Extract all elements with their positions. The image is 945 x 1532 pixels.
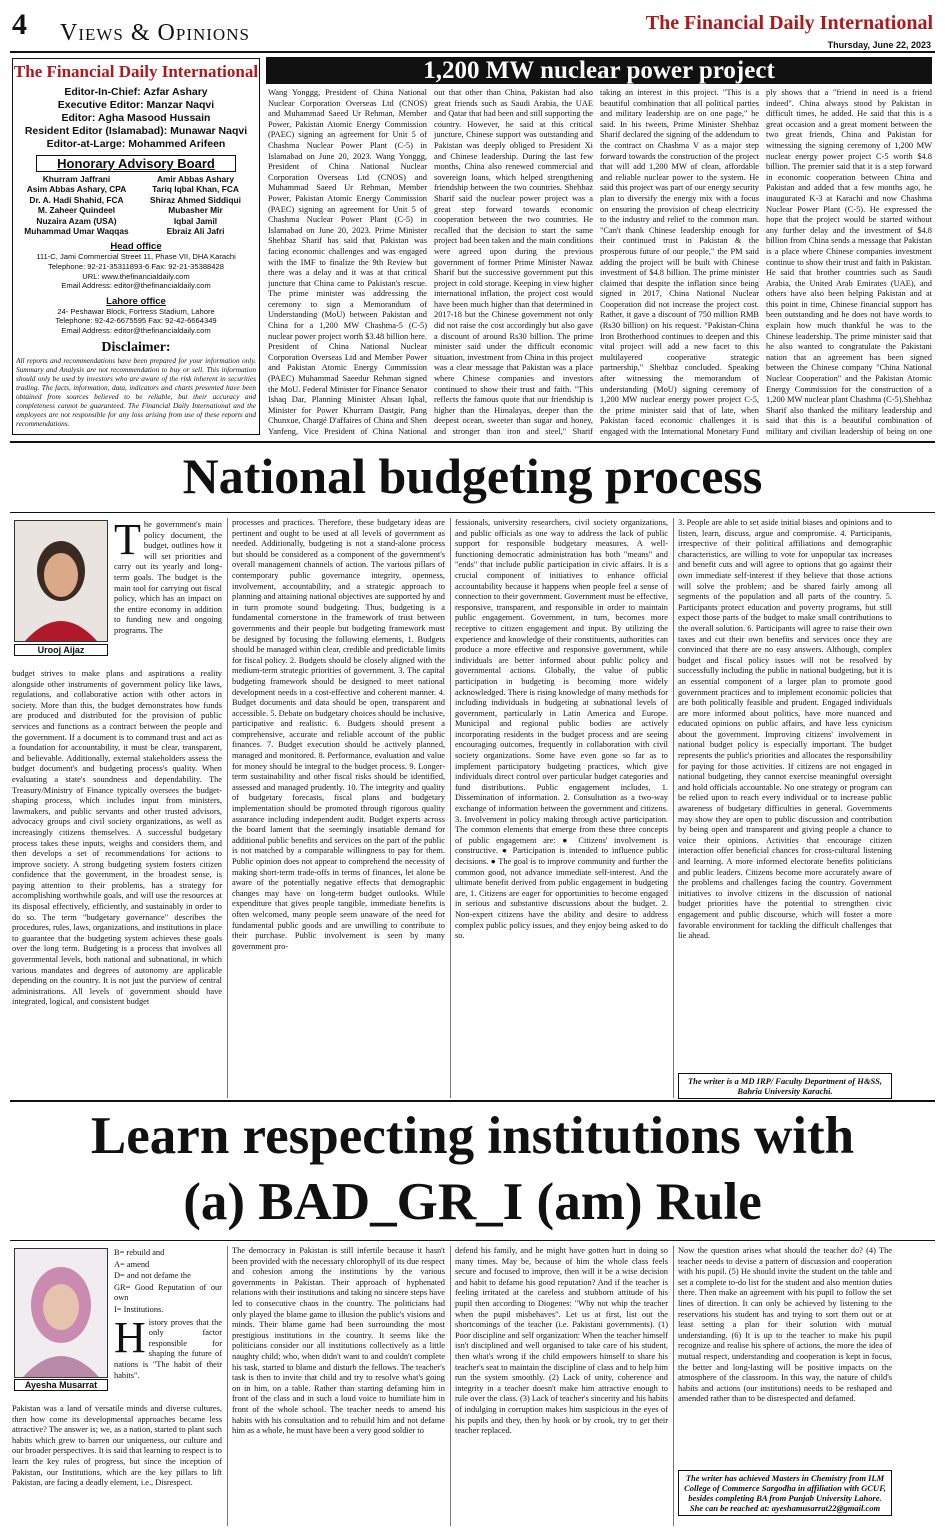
article2-intro-text: he government's main policy document, the budget, outlines how it will set priorities and carry out its yearly and long-term goals. The budget is the main tool for carrying out fiscal policy, which has an impact on the entire economy in addition to funding new and ongoing programs. The (114, 520, 222, 635)
editorial-paper-name: The Financial Daily International (13, 62, 259, 81)
article1-column: out that other than China, Pakistan had also great friends such as Saudi Arabia, the UAE and Qatar that had been and still supporting the country. However, he said at this critical juncture, Chinese support was outstanding and Pakistan was deeply obliged to President Xi and Chinese leadership. During the last few months, China also renewed commercial and sovereign loans, which helped strengthening friendship between the two countries. Shehbaz Sharif said the nuclear power project was a great step forward towards economic cooperation between the two countries. He recalled that the decision to start the same project had been taken and the main conditions were agreed upon during the previous government of former Prime Minister Nawaz Sharif but the successive government put this project in cold storage. Keeping in view higher international inflation, the project cost would have been much higher than that determined in 2017-18 but the Chinese government not only did not raise the cost accordingly but also gave a discount of around Rs30 billion. The prime minister said under the difficult economic situation, investment from China in this project was a clear message that Pakistan was a place where Chinese companies and investors continued to show their trust and faith. "This reflects the famous quote that our friendship is higher than the Himalayas, deeper than the deepest ocean, sweeter than sugar and honey, and stronger than iron and steel," Sharif (434, 88, 593, 436)
article2-intro (114, 520, 222, 668)
institutions-headline-line1: Learn respecting institutions with (90, 1107, 855, 1165)
acronym-legend (114, 1248, 222, 1398)
article2-column: budget strives to make plans and aspirations a reality alongside other instruments of government policy like laws, regulations, and collaborative action with other actors in society. More than this, the budget demonstrates how funds are produced and distributed for the provision of public services and functions as a contract between the people and the government. If a document is to command trust and act as a foundation for accountability, it must be clear, transparent, and believable. Additionally, external stakeholders assess the budget document's and budgeting process's quality. When evaluating a state's soundness and dependability. The Treasury/Ministry of Finance typically oversees the budget-shaping process, which includes input from ministers, lawmakers, and public servants and other trusted advisors, advocacy groups and civil society organizations, as well as increasingly citizens themselves. A successful budgetary process takes these inputs, weighs and considers them, and then develops a set of recommendations for actions to improve society. A strong budgeting system fosters citizen confidence that the government, in the broadest sense, is paying attention to their problems, has a strategy for accomplishing worthwhile goals, and will use the resources at its disposal effectively, efficiently, and sustainably in order to do so. The term "budgetary governance" describes the procedures, rules, laws, organizations, and institutions in place to guarantee that the budgeting system achieves these goals over the long term. Budgeting is a process that involves all governmental levels, both national and subnational, in which various mandates and degrees of autonomy are applicable depending on the country. It is not just the purview of central administrations. All levels of government should have integrated, logical, and consistent budget (12, 669, 222, 1007)
nuclear-project-headline: 1,200 MW nuclear power project (266, 57, 932, 84)
head-office-title: Head office (110, 241, 162, 253)
advisor-name: Iqbal Jamil (173, 215, 218, 226)
column-rule (450, 1246, 451, 1526)
advisor-name: Nuzaira Azam (USA) (36, 215, 117, 226)
head-office-line: Telephone: 92-21-35311893-6 Fax: 92-21-35388428 (48, 262, 224, 272)
institutions-headline-line2: (a) BAD_GR_I (am) Rule (183, 1173, 762, 1231)
disclaimer-text: All reports and recommendations have been prepared for your information only. Summary and Analysis are not recommendation to buy or sell. This information should only be used by investors who are aware of the risk inherent in securities trading. The facts, information, data, indicators and charts presented have been obtained from sources believed to be reliable, but their accuracy and completeness cannot be guaranteed. The Financial Daily International and the employees are not responsible for any loss arising from use of these reports and recommendations. (16, 355, 256, 428)
advisory-board-title: Honorary Advisory Board (36, 155, 236, 172)
column-rule (673, 1246, 674, 1526)
drop-cap: T (114, 520, 141, 564)
article3-column: Pakistan was a land of versatile minds and diverse cultures, then how come its developmental approaches became less attractive? The answer is; we, as a nation, started to plant such habits which grew to barren our uniqueness, our culture and our broader perspectives. It is said that learning to respect is to learn the key rules of progress, but since the inception of Pakistan, our Institutions, which are the key pillars to lift Pakistan, are facing a deadly element, i.e., Disrespect. (12, 1404, 222, 1488)
legend-line: B= rebuild and (114, 1248, 165, 1257)
article1-column: ply shows that a "friend in need is a friend indeed". China always stood by Pakistan in difficult times, he added. He said that this is a great occasion and a great moment between the two great friends, China and Pakistan for witnessing the signing ceremony of 1,200 MW nuclear energy power project C-5 worth $4.8 billion. The premier said that it is a step forward in economic cooperation between China and Pakistan and added that a few months ago, he inaugurated K-3 at Karachi and now Chashma Nuclear Power Plant (C-5). He expressed the hope that the project would be started without any further delay and the investment of $4.8 billion from China sends a message that Pakistan is a place where Chinese companies investment continue to show their trust and faith in Pakistan. He said that brother countries such as Saudi Arabia, the United Arab Emirates (UAE), and others have also been helping Pakistan and at this point in time, Chinese financial support has been outstanding and he does not have words to explain how much thankful he was to the Chinese leadership. The prime minister said that he also wanted to congratulate the Pakistani nation that an agreement has been signed between the Chinese company "China National Nuclear Cooperation" and the Pakistan Atomic Energy Commission for the construction of a 1,200 MW nuclear plant Chashma (C-5).Shehbaz Sharif also thanked the military leadership and said that this is a beautiful combination of military and civilian leadership of being on one (766, 88, 932, 436)
column-rule (673, 518, 674, 1098)
author-portrait-icon (15, 1249, 107, 1377)
lahore-office-line: Email Address: editor@thefinancialdaily.com (61, 326, 211, 335)
legend-line: A= amend (114, 1259, 150, 1269)
article-divider (10, 512, 935, 513)
page-number: 4 (12, 8, 27, 41)
disclaimer-title: Disclaimer: (101, 339, 171, 355)
author-caption: Ayesha Musarrat (14, 1379, 108, 1391)
article-divider (10, 1100, 935, 1102)
author-photo-ayesha (14, 1248, 108, 1378)
author-portrait-icon (15, 521, 107, 641)
editor-line: Resident Editor (Islamabad): Munawar Naqvi (24, 125, 248, 137)
article3-column: The democracy in Pakistan is still infertile because it hasn't been provided with the necessary chlorophyll of its due respect and cohesion among the institutions by the various governments in Pakistan. Their approach of hyphenated relations with their institutions and taking no sincere steps have led to consecutive chaos in the country. The politicians had only played the blame game to illusion the public's visions and minds. Their blame game had been surrounding the most prestigious institutions in the country. It seems like the politicians consider our all institutions collectively as a little naughty child; who, when didn't want to and couldn't complete his task, started to blame and disturb the fellows. The teacher's task is then to invite that child and try to resolve what's going on in him, on a table. Rather than starting defaming him in front of the class and in such a loud voice to humiliate him in front of the whole school. The teacher needs to amend his habits with his consultation and to rebuild him and not defame him as a whole, he must have been a very good soldier to (232, 1246, 445, 1436)
article2-writer-note: The writer is a MD IRP/ Faculty Department of H&SS, Bahria University Karachi. (678, 1073, 892, 1099)
article-divider (10, 441, 935, 443)
article3-writer-note: The writer has achieved Masters in Chemistry from ILM College of Commerce Sargodha in affiliation with GCUF, besides completing BA from Punjab University Lahore. She can be reached at: ayeshamusarrat22@gmail.com (678, 1470, 892, 1516)
advisor-name: Dr. A. Hadi Shahid, FCA (29, 194, 124, 205)
article3-intro-text: istory proves that the only factor responsible for shaping the future of nations is "The habit of their habits". (114, 1317, 222, 1380)
editor-line: Editor-In-Chief: Azfar Ashary (64, 86, 208, 98)
editor-line: Editor-at-Large: Mohammed Arifeen (46, 138, 226, 150)
column-rule (227, 1246, 228, 1526)
masthead: The Financial Daily International (645, 12, 933, 34)
legend-line: GR= Good Reputation of our own (114, 1282, 222, 1303)
lahore-office-line: Telephone: 92-42-6675595 Fax: 92-42-6664349 (55, 316, 217, 326)
article3-column: defend his family, and he might have gotten hurt in doing so many times. May be, because of him the whole class feels secure and focused to improve, then will it be a wise decision and habit to defame his good reputation? And if the teacher is feeling irritated at the careless and stubborn attitude of his pupil then according to Diogenes: "Why not whip the teacher when the pupil misbehaves". Let us at first, list out the shortcomings of the teacher (i.e. Pakistani governments). (1) Poor discipline and self organization: When the teacher himself isn't disciplined and well organised to take care of his student, then what's wrong if the child empowers himself to share his teacher's seat to maintain the discipline of class and to help him run the system smoothly. (2) Lack of unity, coherence and integrity in a teacher doesn't make him attractive enough to rule over the class. (3) Lack of teacher's sincerity and his habits of indulging in corruption makes him suspicious in the eyes of his pupils and they, then by hook or by crook, try to get their teacher replaced. (455, 1246, 668, 1436)
article1-column: taking an interest in this project. "This is a beautiful combination that all political parties and military leadership are on one page," he said. In his tweets, Prime Minister Shehbaz Sharif declared the signing of the addendum to the contract on Chashma V as a major step forward towards the construction of the project that will add 1,200 MW of clean, affordable and reliable nuclear power to the system. He said this project was part of our energy security plan to diversify the energy mix with a focus on ensuring the provision of cheap electricity to the industry and relief to the common man. "Can't thank Chinese leadership enough for their continued trust in Pakistan & the prosperous future of our people," the PM said adding the project will be built with Chinese investment of $4.8 billion. The prime minister claimed that despite the inflation since being signed in 2017, China National Nuclear Cooperation did not increase the project cost. Rather, it gave a discount of 750 million RMB (Rs30 billion) on his request. "Pakistan-China Iron Brotherhood continues to deepen and this vital project will add a new facet to this multilayered cooperative strategic partnership," Shehbaz concluded. Speaking after witnessing the memorandum of understanding (MoU) signing ceremony of 1,200 MW nuclear energy power project C-5, the prime minister said that of late, when Pakistan faced economic challenges it is engaged with the International Monetary Fund (600, 88, 759, 436)
section-title: Views & Opinions (60, 20, 250, 46)
advisor-name: Asim Abbas Ashary, CPA (26, 184, 127, 195)
lahore-office-title: Lahore office (106, 295, 166, 307)
article2-column: fessionals, university researchers, civil society organizations, and public officials as one way to address the lack of public support for responsible budgetary measures. A well-functioning democratic administration has both "means" and "ends" that include public participation in civic affairs. It is a crucial component of initiatives to enhance official accountability because it happens when people feel a sense of connection to their government. Government must be effective, responsive, transparent, and responsible in order to maintain public engagement. Government, in turn, becomes more receptive to citizen engagement and input. By utilizing the experience and knowledge of their constituents, authorities can produce a more effective and responsive government, while individuals are better informed about public policy and governmental actions. Globally, the value of public participation in budgeting is becoming more widely acknowledged. There is rising knowledge of many methods for including individuals in budgeting at subnational levels of government, particularly in Latin America and Europe. Municipal and regional public bodies are actively incorporating residents in the budget process and are seeing encouraging outcomes, frequently in collaboration with civil society organizations. Some have even gone so far as to implement participatory budgeting practices, which give individuals direct control over particular budget categories and fund distributions. Public engagement includes, 1. Dissemination of information. 2. Consultation as a two-way exchange of information between the government and citizens. 3. Involvement in policy making through active participation. The common elements that emerge from these three concepts of public engagement are: ● Citizens' involvement is constructive. ● Participation is intended to influence public decisions. ● The goal is to improve community and further the common good, not advance immediate self-interest. And the ultimate benefit derived from public engagement in budgeting are, 1. Citizens are eager for opportunities to become engaged in serious and substantive discussions about the budget. 2. Non-expert citizens have the ability and desire to address complex public policy issues, and they enjoy being asked to do so. (455, 518, 668, 941)
header-rule (10, 51, 935, 53)
advisor-name: Tariq Iqbal Khan, FCA (152, 184, 239, 195)
advisor-name: Shiraz Ahmed Siddiqui (150, 194, 241, 205)
editor-line: Editor: Agha Masood Hussain (61, 112, 211, 124)
author-photo-urooj (14, 520, 108, 642)
head-office-line: Email Address: editor@thefinancialdaily.com (61, 281, 211, 291)
advisor-name: M. Zaheer Quindeel (37, 205, 116, 216)
head-office-line: URL: www.thefinancialdaily.com (82, 271, 190, 281)
column-rule (450, 518, 451, 1098)
legend-line: D= and not defame the (114, 1271, 191, 1281)
drop-cap: H (114, 1312, 146, 1362)
editor-line: Executive Editor: Manzar Naqvi (57, 99, 215, 111)
budgeting-headline: National budgeting process (182, 448, 763, 504)
article3-column: Now the question arises what should the teacher do? (4) The teacher needs to devise a pattern of discussion and cooperation with his pupil. (5) He should invite the student on the table and set a complete to-do list for the student and also mention duties there. Then make an agreement with his pupil to follow the set lines of direction. It can only be achieved by listening to the reservations his student has and trying to sort them out or at least setting a plan for their solution with mutual understanding. (6) It is up to the teacher to make his pupil recognize and realise his sphere of actions, the more the idea of mutual respect, understanding and cooperation is kept in focus, the better and long-lasting will be positive impacts on the atmosphere of the classroom. In this way, the nature of child's habits and actions (our institutions) needs to be reshaped and amended rather than to be disrespected and defamed. (678, 1246, 892, 1404)
advisor-name: Muhammad Umar Waqqas (24, 226, 129, 237)
article1-column: Wang Yonggg, President of China National Nuclear Corporation Overseas Ltd (CNOS) and Muhammad Saeed Ur Rehman, Member Power, Pakistan Atomic Energy Commission (PAEC) signing an agreement for Unit 5 of Chashma Nuclear Power Plant (C-5) in Islamabad on June 20, 2023. Wang Yonggg, President of China National Nuclear Corporation Overseas Ltd (CNOS) and Muhammad Saeed Ur Rehman, Member Power, Pakistan Atomic Energy Commission (PAEC) signing an agreement for Unit 5 of Chashma Nuclear Power Plant (C-5) in Islamabad on June 20, 2023. Prime Minister Shehbaz Sharif has said that Pakistan was facing economic challenges and was engaged with the IMF to finalize the 9th Review but there was a delay and it was at that critical juncture that China came to Pakistan's rescue. The prime minister was addressing the ceremony to sign a Memorandum of Understanding (MoU) between Pakistan and China for a 1,200 MW Chashma-5 (C-5) nuclear power project worth $3.48 billion here. President of China National Nuclear Corporation Overseas Ltd and Member Power and Pakistan Atomic Energy Commission (PAEC) Muhammad Saeedur Rehman signed the MoU. Federal Minister for Finance Senator Ishaq Dar, Planning Minister Ahsan Iqbal, Minister for Power Khurram Dastgir, Pang Chunxue, Chargé D'affaires of China and Shen Yanfeng, Vice President of China National (268, 88, 427, 436)
advisory-board-list (13, 174, 259, 236)
lahore-office-line: 24- Peshawar Block, Fortress Stadium, Lahore (57, 306, 215, 316)
legend-line: I= Institutions. (114, 1304, 164, 1314)
advisor-name: Khurram Jaffrani (42, 174, 111, 184)
article2-column: processes and practices. Therefore, these budgetary ideas are pertinent and ought to be used at all levels of government as needed. Additionally, budgeting is not a stand-alone process but should be considered as a component of the government's overall management channels of action. The various pillars of contemporary public governance integrity, openness, involvement, accountability, and a strategic approach to planning and attaining national objectives are supported by and in turn promote sound budgeting. Thus, budgeting is a fundamental cornerstone in the framework of trust between governments and their people but budgeting framework must be designed by focusing the following elements, 1. Budgets should be managed within clear, credible and predictable limits for fiscal policy. 2. Budgets should be closely aligned with the medium-term strategic priorities of government. 3. The capital budgeting framework should be designed to meet national development needs in a cost-effective and coherent manner. 4. Budget documents and data should be open, transparent and accessible. 5. Debate on budgetary choices should be inclusive, participative and realistic. 6. Budgets should present a comprehensive, accurate and reliable account of the public finances. 7. Budget execution should be actively planned, managed and monitored. 8. Performance, evaluation and value for money should be integral to the budget process. 9. Longer-term sustainability and other fiscal risks should be identified, assessed and managed prudently. 10. The integrity and quality of budgetary forecasts, fiscal plans and budgetary implementation should be promoted through rigorous quality assurance including independent audit. Budget experts across the board lament that the seemingly insatiable demand for additional public benefits and services on the part of the public is not matched by a comparable willingness to pay for them. Public opinion does not appear to comprehend the necessity of making short-term trade-offs in terms of finances, let alone be aware of the potentially negative effects that demographic changes may have on long-term budget outlooks. While expenditure that gives people tangible, immediate benefits is often welcomed, many people seem unaware of the need for fundamental public goods and are unwilling to contribute to their purchase. Public involvement is seen by many government pro- (232, 518, 445, 951)
article-divider (10, 1240, 935, 1241)
article2-column: 3. People are able to set aside initial biases and opinions and to listen, learn, discuss, argue and compromise. 4. Participants, irrespective of their political affiliations and demographic characteristics, are willing to vote for unpopular tax increases and benefit cuts and will agree to options that go against their own immediate self-interest if they believe that those actions will solve the problem; and be shared fairly among all segments of the population and all parts of the country. 5. Participants protect education and poverty programs, but still expect those parts of the budget to make small contributions to the overall solution. 6. Participants will agree to raise their own taxes and cut their own benefits and services once they are convinced that there are no easy answers. Although, complex budget and fiscal policy issues will not be resolved by successfully including the public in national budgeting, but it is an essential component of a larger plan to promote good government practices and to implement economic policies that are both politically feasible and prudent. Engaged individuals are more informed about politics, have more nuanced and educated opinions on public affairs, and have less cynicism about the government. Improving citizens' involvement in national budget policy is especially important. The budget represents the public's priorities and allocates the responsibility for paying for those activities. If citizens are not engaged in national budgeting, they cannot exercise meaningful oversight and hold officials accountable. No one strategy or program can be relied upon to reach every individual or to increase public awareness of budgetary difficulties in general. Governments may show they are open to public discussion and contribution by being open and transparent and giving people a chance to voice their opinions. Activities that encourage citizen interaction offer beneficial chances for cross-cultural listening and learning. A more informed electorate benefits politicians and public leaders. Citizens become more accurately aware of the problems and challenges facing the country. Government initiatives to involve citizens in the discussion of national budget priorities have the potential to strengthen civic engagement and public discourse, which will foster a more favorable environment for tackling the difficult challenges that lie ahead. (678, 518, 892, 941)
advisor-name: Ebraiz Ali Jafri (166, 226, 225, 237)
column-rule (227, 518, 228, 1098)
editorial-box (12, 58, 260, 435)
advisor-name: Mubasher Mir (168, 205, 223, 216)
issue-date: Thursday, June 22, 2023 (827, 40, 931, 50)
author-caption: Urooj Aijaz (14, 644, 108, 656)
advisor-name: Amir Abbas Ashary (156, 174, 235, 184)
head-office-line: 111-C, Jami Commercial Street 11, Phase VII, DHA Karachi (36, 252, 236, 262)
